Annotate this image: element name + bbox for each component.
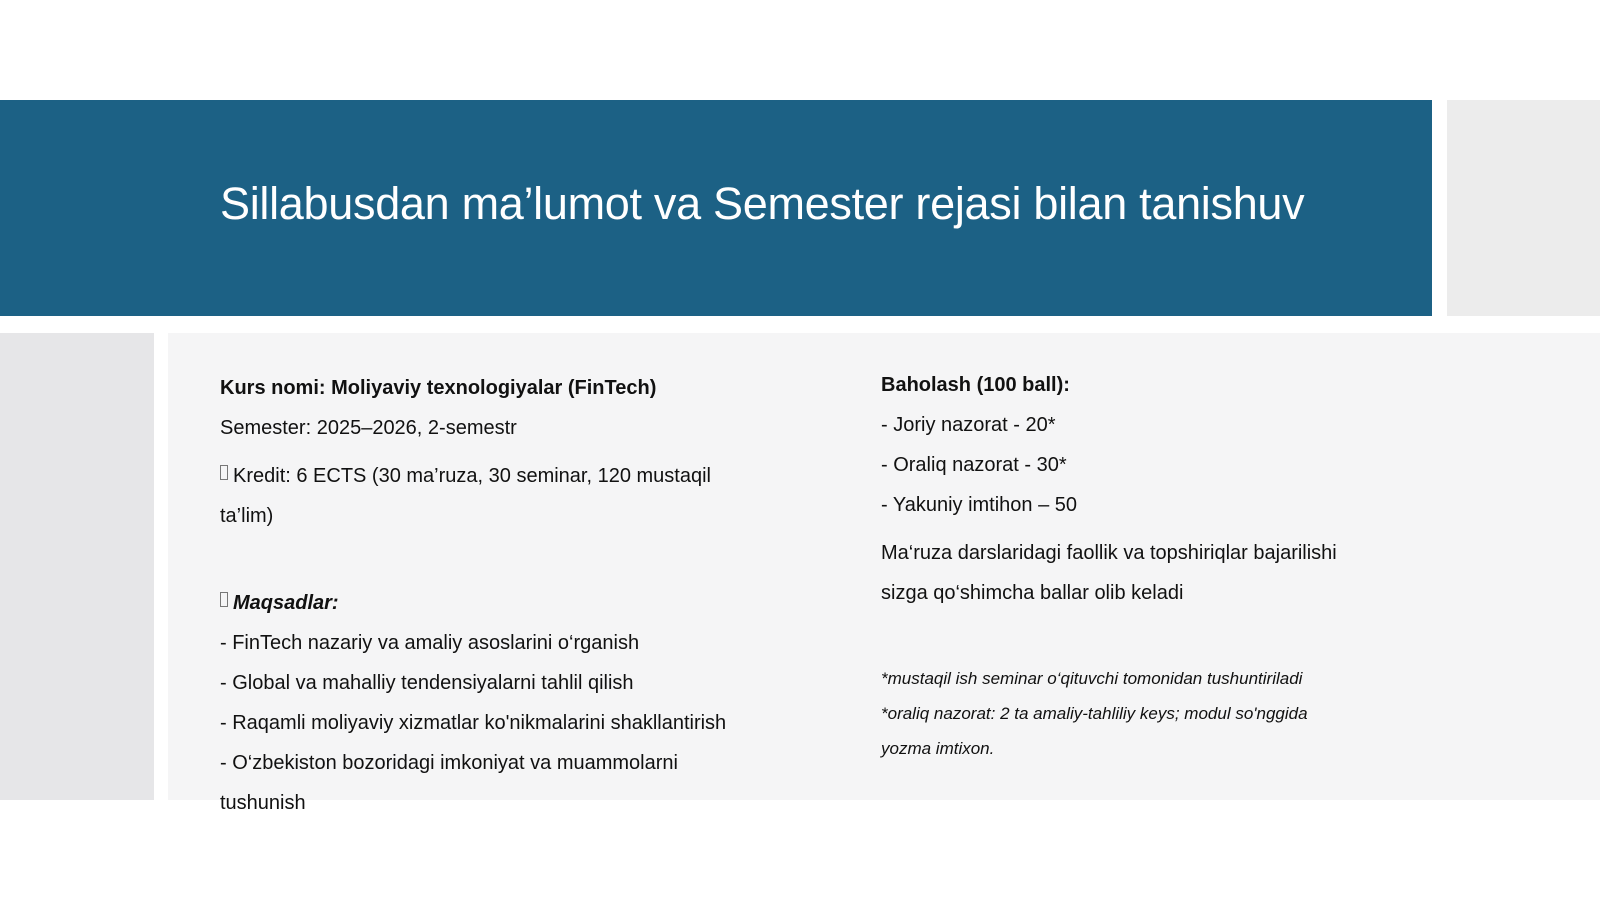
title-side-panel [1447, 100, 1600, 316]
bonus-text: Ma‘ruza darslaridagi faollik va topshiriqlar bajarilishi sizga qo‘shimcha ballar olib keladi [881, 542, 1337, 604]
grading-item: - Yakuniy imtihon – 50 [881, 494, 1078, 516]
footnote: *mustaqil ish seminar o‘qituvchi tomonidan tushuntiriladi [881, 669, 1303, 688]
credit-info [220, 456, 760, 536]
credit-text: Kredit: 6 ECTS (30 ma’ruza, 30 seminar, 120 mustaqil ta’lim) [220, 465, 711, 527]
bullet-box-icon [220, 592, 228, 607]
goal-item: - O‘zbekiston bozoridagi imkoniyat va muammolarni tushunish [220, 752, 678, 814]
semester-info: Semester: 2025–2026, 2-semestr [220, 417, 517, 439]
course-info-column [220, 368, 760, 823]
slide-title: Sillabusdan ma’lumot va Semester rejasi bilan tanishuv [220, 178, 1305, 229]
grading-item: - Joriy nazorat - 20* [881, 414, 1056, 436]
grading-item: - Oraliq nazorat - 30* [881, 454, 1067, 476]
goal-item: - FinTech nazariy va amaliy asoslarini o‘rganish [220, 632, 640, 654]
footnote: *oraliq nazorat: 2 ta amaliy-tahliliy keys; modul so'nggida yozma imtixon. [881, 704, 1308, 758]
goals-heading-text: Maqsadlar: [233, 592, 339, 614]
bullet-box-icon [220, 465, 228, 480]
goal-item: - Raqamli moliyaviy xizmatlar ko'nikmalarini shakllantirish [220, 712, 727, 734]
goal-item: - Global va mahalliy tendensiyalarni tahlil qilish [220, 672, 634, 694]
left-side-panel [0, 333, 154, 800]
grading-column [881, 365, 1401, 766]
goals-heading [220, 583, 760, 623]
course-name: Kurs nomi: Moliyaviy texnologiyalar (FinTech) [220, 377, 657, 399]
grading-heading: Baholash (100 ball): [881, 374, 1070, 396]
